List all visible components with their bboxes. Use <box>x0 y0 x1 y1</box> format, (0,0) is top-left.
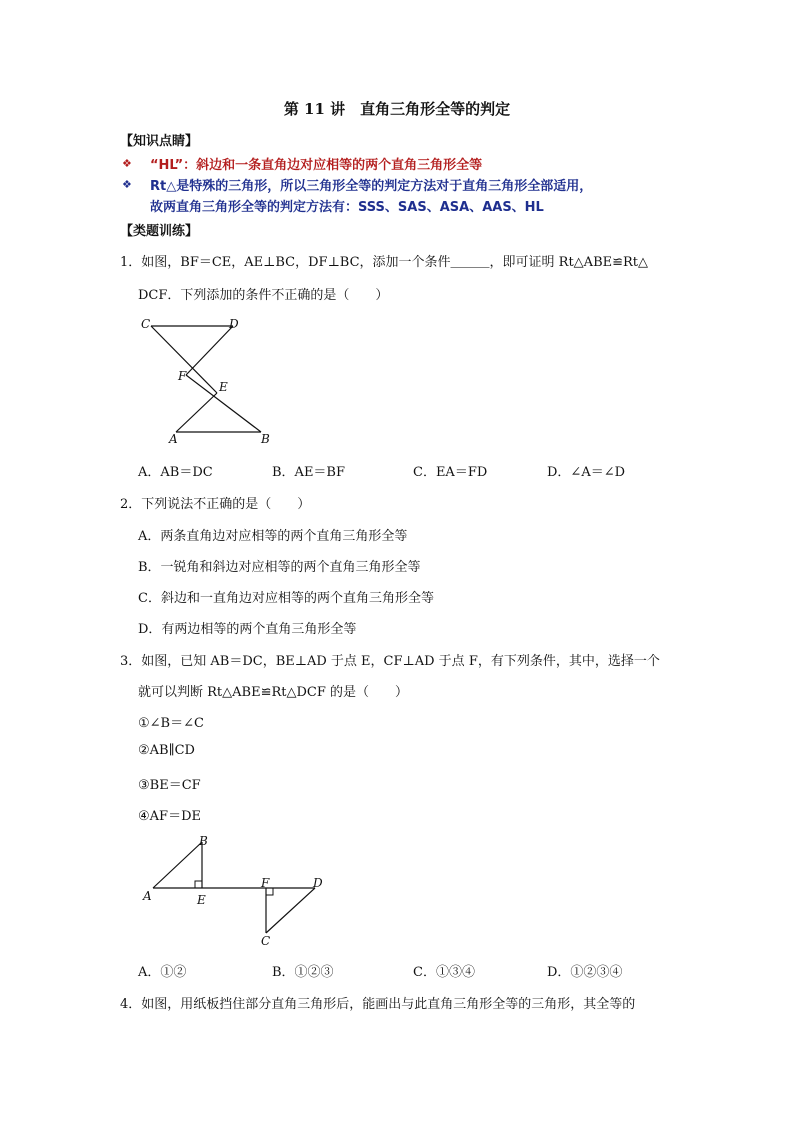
bullet-icon: ❖ <box>122 178 132 191</box>
q4-stem-line1: 4．如图，用纸板挡住部分直角三角形后，能画出与此直角三角形全等的三角形，其全等的 <box>120 997 636 1012</box>
q1-figure <box>130 310 290 450</box>
label-b: B <box>199 834 208 848</box>
q3-option-c[interactable]: C．①③④ <box>413 965 475 980</box>
q3-condition-2: ②AB∥CD <box>138 743 195 758</box>
q2-option-d[interactable]: D．有两边相等的两个直角三角形全等 <box>138 622 357 637</box>
label-c: C <box>141 317 151 331</box>
q1-option-b[interactable]: B．AE＝BF <box>272 465 346 480</box>
q3-option-d[interactable]: D．①②③④ <box>547 965 623 980</box>
segment-ea <box>176 393 217 432</box>
q3-stem-line2: 就可以判断 Rt△ABE≌Rt△DCF 的是（ ） <box>138 685 408 700</box>
label-a: A <box>169 432 178 446</box>
q1-option-a[interactable]: A．AB＝DC <box>138 465 213 480</box>
q3-stem-line1: 3．如图，已知 AB＝DC，BE⊥AD 于点 E，CF⊥AD 于点 F，有下列条件，其中，选择一个 <box>120 654 660 669</box>
q3-option-b[interactable]: B．①②③ <box>272 965 334 980</box>
knowledge-point-rt: Rt△是特殊的三角形，所以三角形全等的判定方法对于直角三角形全部适用， <box>150 179 593 194</box>
q3-condition-1: ①∠B＝∠C <box>138 716 204 731</box>
label-d: D <box>313 876 323 890</box>
page-title: 第 11 讲 直角三角形全等的判定 <box>283 100 511 118</box>
q2-option-a[interactable]: A．两条直角边对应相等的两个直角三角形全等 <box>138 529 408 544</box>
practice-header: 【类题训练】 <box>120 224 199 239</box>
q2-stem: 2．下列说法不正确的是（ ） <box>120 497 311 512</box>
label-f: F <box>178 369 187 383</box>
q3-condition-3: ③BE＝CF <box>138 778 201 793</box>
label-e: E <box>197 893 206 907</box>
right-angle-e <box>195 881 202 888</box>
q2-option-c[interactable]: C．斜边和一直角边对应相等的两个直角三角形全等 <box>138 591 434 606</box>
label-a: A <box>143 889 152 903</box>
q1-stem-line2: DCF．下列添加的条件不正确的是（ ） <box>138 288 389 303</box>
knowledge-point-hl: “HL”：斜边和一条直角边对应相等的两个直角三角形全等 <box>150 158 483 173</box>
label-c: C <box>261 934 271 948</box>
q3-condition-4: ④AF＝DE <box>138 809 201 824</box>
q3-figure <box>135 830 335 950</box>
q1-option-d[interactable]: D．∠A＝∠D <box>547 465 626 480</box>
label-b: B <box>261 432 270 446</box>
label-d: D <box>229 317 239 331</box>
knowledge-header: 【知识点睛】 <box>120 134 199 149</box>
segment-df <box>186 326 233 375</box>
q2-option-b[interactable]: B．一锐角和斜边对应相等的两个直角三角形全等 <box>138 560 421 575</box>
q3-option-a[interactable]: A．①② <box>138 965 187 980</box>
knowledge-point-methods: 故两直角三角形全等的判定方法有：SSS、SAS、ASA、AAS、HL <box>150 200 544 215</box>
label-f: F <box>261 876 270 890</box>
label-e: E <box>219 380 228 394</box>
bullet-icon: ❖ <box>122 157 132 170</box>
q1-stem-line1: 1．如图，BF＝CE，AE⊥BC，DF⊥BC，添加一个条件＿＿＿，即可证明 Rt△ABE≌Rt△ <box>120 255 649 270</box>
q1-option-c[interactable]: C．EA＝FD <box>413 465 488 480</box>
